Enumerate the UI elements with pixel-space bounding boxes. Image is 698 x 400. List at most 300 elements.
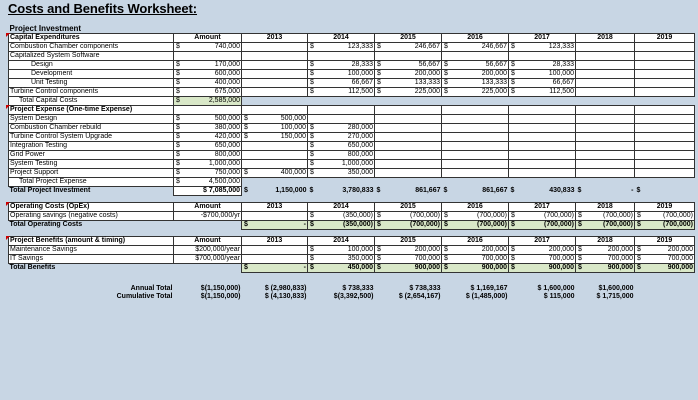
amount-cell[interactable] [174,70,242,79]
year-total-cell[interactable] [635,221,695,230]
year-value-cell[interactable] [442,88,509,97]
year-header-2016[interactable]: 2016 [442,34,509,43]
cumulative-total-amount[interactable]: $(1,150,000) [200,293,241,300]
empty-cell[interactable] [576,97,635,106]
year-value-cell[interactable] [442,255,509,264]
year-total-cell[interactable] [375,221,442,230]
year-value-cell[interactable] [375,115,442,124]
year-total-cell[interactable] [308,264,375,273]
year-value-cell[interactable] [308,246,375,255]
year-value-cell[interactable] [509,133,576,142]
year-header-2018[interactable]: 2018 [576,237,635,246]
empty-cell[interactable] [442,25,509,34]
year-value-cell[interactable] [442,246,509,255]
year-value-cell[interactable] [442,124,509,133]
empty-cell[interactable] [242,97,308,106]
year-value-cell[interactable] [442,43,509,52]
year-value-cell[interactable] [509,255,576,264]
year-value-cell[interactable] [308,133,375,142]
header-row [9,106,695,115]
year-value-cell[interactable] [442,61,509,70]
year-value-cell[interactable] [308,160,375,169]
amount-header[interactable]: Amount [174,34,242,43]
year-value-cell[interactable] [442,115,509,124]
section-row [9,25,695,34]
cumulative-total-year-value[interactable]: $ (2,654,167) [398,293,441,300]
year-value-cell[interactable] [635,61,695,70]
year-value-cell[interactable] [576,124,635,133]
currency-sign: $ [244,133,248,140]
amount-cell[interactable] [174,124,242,133]
year-value-cell[interactable] [509,212,576,221]
year-value-cell[interactable] [509,52,576,61]
cell-value: (700,000) [477,221,507,228]
annual-total-year-value[interactable]: $1,600,000 [598,285,634,292]
year-value-cell[interactable] [242,115,308,124]
row-label[interactable]: Design [9,61,174,70]
year-value-cell[interactable] [242,212,308,221]
year-value-cell[interactable] [576,133,635,142]
worksheet-title: Costs and Benefits Worksheet: [8,1,198,16]
amount-cell[interactable] [174,61,242,70]
total-row [9,221,695,230]
empty-cell[interactable] [242,25,308,34]
empty-cell[interactable] [375,106,442,115]
year-value-cell[interactable] [308,70,375,79]
year-value-cell[interactable] [576,212,635,221]
year-header-2013[interactable]: 2013 [242,203,308,212]
year-value-cell[interactable] [308,79,375,88]
year-value-cell[interactable] [509,79,576,88]
year-value-cell[interactable] [576,169,635,178]
cell-value: 3,780,833 [342,187,374,194]
year-value-cell[interactable] [242,61,308,70]
year-value-cell[interactable] [635,79,695,88]
currency-sign: $ [310,79,314,86]
year-value-cell[interactable] [242,88,308,97]
currency-sign: $ [176,70,180,77]
annual-total-year-value[interactable]: $ (2,980,833) [264,285,307,292]
year-total-cell[interactable] [442,264,509,273]
annual-total-year-value[interactable]: $ 1,600,000 [537,285,575,292]
year-value-cell[interactable] [576,70,635,79]
currency-sign: $ [377,255,381,262]
year-header-2018[interactable]: 2018 [576,203,635,212]
year-value-cell[interactable] [375,255,442,264]
year-value-cell[interactable] [242,79,308,88]
year-value-cell[interactable] [509,43,576,52]
year-value-cell[interactable] [375,246,442,255]
row-label[interactable]: Grid Power [9,151,174,160]
empty-cell[interactable] [174,221,242,230]
year-value-cell[interactable] [308,61,375,70]
year-value-cell[interactable] [576,142,635,151]
annual-total-year-value[interactable]: $ 738,333 [342,285,374,292]
spacer-row [9,230,695,237]
year-header-2013[interactable]: 2013 [242,34,308,43]
cumulative-total-label[interactable]: Cumulative Total [116,293,173,300]
section-header[interactable]: Operating Costs (OpEx) [9,203,174,212]
total-benefits-label[interactable]: Total Benefits [9,264,56,272]
annual-total-label[interactable]: Annual Total [130,285,173,292]
row-label[interactable]: System Testing [9,160,174,169]
year-value-cell[interactable] [442,70,509,79]
empty-cell[interactable] [308,97,375,106]
cumulative-total-year-value[interactable]: $ (1,485,000) [465,293,508,300]
currency-sign: $ [310,43,314,50]
cumulative-total-year-value[interactable]: $ 115,000 [543,293,575,300]
currency-sign: $ [637,212,641,219]
year-total-cell[interactable] [308,187,375,196]
empty-cell[interactable] [375,97,442,106]
row-label[interactable]: Operating savings (negative costs) [9,212,174,221]
year-value-cell[interactable] [242,133,308,142]
year-value-cell[interactable] [308,142,375,151]
amount-cell[interactable] [174,133,242,142]
year-value-cell[interactable] [308,169,375,178]
currency-sign: $ [176,133,180,140]
year-total-cell[interactable] [442,221,509,230]
year-value-cell[interactable] [375,160,442,169]
year-value-cell[interactable] [635,115,695,124]
year-value-cell[interactable] [509,61,576,70]
row-label[interactable]: Development [9,70,174,79]
empty-cell[interactable] [635,293,695,301]
year-total-cell[interactable] [635,264,695,273]
empty-cell[interactable] [375,178,442,187]
year-value-cell[interactable] [635,160,695,169]
currency-sign: $ [444,79,448,86]
year-value-cell[interactable] [308,255,375,264]
year-value-cell[interactable] [442,169,509,178]
section-header[interactable]: Capital Expenditures [9,34,174,43]
currency-sign: $ [443,186,448,194]
year-value-cell[interactable] [576,255,635,264]
year-value-cell[interactable] [308,212,375,221]
annual-total-year-value[interactable]: $ 738,333 [409,285,441,292]
year-header-2014[interactable]: 2014 [308,34,375,43]
year-value-cell[interactable] [635,212,695,221]
cell-value: 4,500,000 [208,178,240,185]
year-value-cell[interactable] [242,255,308,264]
year-total-cell[interactable] [509,221,576,230]
year-value-cell[interactable] [635,70,695,79]
cell-value: 28,333 [552,61,574,68]
cumulative-total-year-value[interactable]: $ 1,715,000 [596,293,634,300]
row-label[interactable]: Maintenance Savings [9,246,174,255]
year-value-cell[interactable] [509,169,576,178]
year-header-2019[interactable]: 2019 [635,237,695,246]
currency-sign: $ [444,70,448,77]
year-header-2013[interactable]: 2013 [242,237,308,246]
header-row [9,237,695,246]
empty-cell[interactable] [174,106,242,115]
section-header[interactable]: Project Benefits (amount & timing) [9,237,174,246]
year-header-2019[interactable]: 2019 [635,34,695,43]
year-value-cell[interactable] [308,115,375,124]
currency-sign: $ [244,115,248,122]
data-row [9,88,695,97]
empty-cell [635,196,695,203]
year-value-cell[interactable] [442,212,509,221]
empty-cell[interactable] [174,264,242,273]
currency-sign: $ [244,186,248,194]
empty-cell[interactable] [308,25,375,34]
currency-sign: $ [176,178,180,185]
empty-cell[interactable] [242,106,308,115]
amount-cell[interactable]: $200,000/year [174,246,242,255]
year-value-cell[interactable] [375,124,442,133]
year-header-2016[interactable]: 2016 [442,237,509,246]
year-value-cell[interactable] [509,151,576,160]
empty-cell [576,230,635,237]
year-header-2017[interactable]: 2017 [509,203,576,212]
year-value-cell[interactable] [242,246,308,255]
year-value-cell[interactable] [308,52,375,61]
year-header-2014[interactable]: 2014 [308,203,375,212]
row-label[interactable]: Combustion Chamber components [9,43,174,52]
total-capital-costs[interactable] [174,97,242,106]
year-header-2014[interactable]: 2014 [308,237,375,246]
year-value-cell[interactable] [242,70,308,79]
amount-cell[interactable]: $700,000/year [174,255,242,264]
year-total-cell[interactable] [576,221,635,230]
row-label[interactable]: System Design [9,115,174,124]
year-value-cell[interactable] [308,124,375,133]
year-value-cell[interactable] [375,133,442,142]
amount-cell[interactable] [174,115,242,124]
total-project-expense-label[interactable]: Total Project Expense [9,178,174,187]
empty-cell[interactable] [308,178,375,187]
year-total-cell[interactable] [442,187,509,196]
year-total-cell[interactable] [509,187,576,196]
year-value-cell[interactable] [635,246,695,255]
year-value-cell[interactable] [375,61,442,70]
year-value-cell[interactable] [242,52,308,61]
empty-cell[interactable] [576,106,635,115]
year-value-cell[interactable] [242,151,308,160]
year-value-cell[interactable] [442,160,509,169]
year-value-cell[interactable] [509,70,576,79]
year-total-cell[interactable] [375,264,442,273]
year-value-cell[interactable] [635,43,695,52]
year-value-cell[interactable] [509,124,576,133]
empty-cell[interactable] [375,25,442,34]
cell-value: 100,000 [347,70,373,77]
year-header-2016[interactable]: 2016 [442,203,509,212]
amount-cell[interactable] [174,79,242,88]
year-total-cell[interactable] [242,221,308,230]
year-value-cell[interactable] [308,43,375,52]
cumulative-total-year-value[interactable]: $(3,392,500) [333,293,374,300]
section-header[interactable]: Project Expense (One-time Expense) [9,106,174,115]
year-value-cell[interactable] [635,133,695,142]
currency-sign: $ [310,246,314,253]
year-value-cell[interactable] [635,151,695,160]
year-total-cell[interactable] [576,264,635,273]
annual-total-year-value[interactable]: $ 1,169,167 [470,285,508,292]
empty-cell [442,196,509,203]
empty-cell[interactable] [635,97,695,106]
cell-value: 900,000 [481,264,507,271]
year-value-cell[interactable] [509,160,576,169]
year-total-cell[interactable] [576,187,635,196]
year-value-cell[interactable] [635,52,695,61]
empty-cell[interactable] [442,178,509,187]
year-value-cell[interactable] [375,142,442,151]
cell-value: (700,000) [663,221,693,228]
year-header-2015[interactable]: 2015 [375,203,442,212]
year-value-cell[interactable] [635,124,695,133]
amount-header[interactable]: Amount [174,203,242,212]
year-total-cell[interactable] [308,221,375,230]
empty-cell[interactable] [635,285,695,293]
empty-cell[interactable] [442,106,509,115]
year-value-cell[interactable] [635,255,695,264]
empty-cell [375,196,442,203]
year-value-cell[interactable] [509,142,576,151]
total-project-investment-label[interactable]: Total Project Investment [9,187,91,195]
cell-value: (700,000) [410,221,440,228]
year-header-2019[interactable]: 2019 [635,203,695,212]
year-value-cell[interactable] [576,115,635,124]
year-value-cell[interactable] [375,70,442,79]
empty-cell[interactable] [442,97,509,106]
cumulative-total-row [9,293,695,301]
year-value-cell[interactable] [635,169,695,178]
cell-value: 56,667 [418,61,440,68]
cell-value: 861,667 [482,187,508,194]
amount-cell[interactable] [174,160,242,169]
row-label[interactable]: Integration Testing [9,142,174,151]
empty-cell[interactable] [635,25,695,34]
empty-cell [308,230,375,237]
row-label[interactable]: Turbine Control System Upgrade [9,133,174,142]
year-header-2015[interactable]: 2015 [375,237,442,246]
empty-cell[interactable] [242,178,308,187]
year-value-cell[interactable] [242,43,308,52]
year-value-cell[interactable] [576,160,635,169]
total-capital-costs-label[interactable]: Total Capital Costs [9,97,174,106]
amount-header[interactable]: Amount [174,237,242,246]
cell-value: 740,000 [214,43,240,50]
year-value-cell[interactable] [576,246,635,255]
cell-value: (700,000) [544,221,574,228]
year-value-cell[interactable] [576,43,635,52]
amount-cell[interactable] [174,169,242,178]
currency-sign: $ [510,186,515,194]
year-value-cell[interactable] [375,88,442,97]
total-project-investment[interactable]: $ 7,085,000 [174,187,242,196]
data-row [9,52,695,61]
empty-cell[interactable] [308,106,375,115]
year-value-cell[interactable] [308,151,375,160]
row-label[interactable]: Project Support [9,169,174,178]
cell-value: 200,000 [414,70,440,77]
year-header-2015[interactable]: 2015 [375,34,442,43]
row-label[interactable]: Unit Testing [9,79,174,88]
year-value-cell[interactable] [576,52,635,61]
year-value-cell[interactable] [442,151,509,160]
empty-cell[interactable] [635,106,695,115]
amount-cell[interactable] [174,52,242,61]
year-value-cell[interactable] [242,124,308,133]
year-total-cell[interactable] [375,187,442,196]
year-value-cell[interactable] [509,115,576,124]
empty-cell[interactable] [174,25,242,34]
empty-cell[interactable] [509,25,576,34]
year-header-2018[interactable]: 2018 [576,34,635,43]
currency-sign: $ [310,212,314,219]
empty-cell[interactable] [509,106,576,115]
currency-sign: $ [376,186,381,194]
year-value-cell[interactable] [576,151,635,160]
amount-cell[interactable] [174,43,242,52]
year-value-cell[interactable] [442,133,509,142]
year-value-cell[interactable] [375,43,442,52]
total-operating-costs-label[interactable]: Total Operating Costs [9,221,83,229]
data-row [9,43,695,52]
row-label[interactable]: Capitalized System Software [9,52,174,61]
year-value-cell[interactable] [242,160,308,169]
amount-cell[interactable] [174,151,242,160]
year-value-cell[interactable] [442,52,509,61]
year-value-cell[interactable] [576,79,635,88]
row-label[interactable]: Combustion Chamber rebuild [9,124,174,133]
year-value-cell[interactable] [308,88,375,97]
year-value-cell[interactable] [442,79,509,88]
empty-cell[interactable] [509,178,576,187]
year-total-cell[interactable] [242,264,308,273]
year-header-2017[interactable]: 2017 [509,34,576,43]
total-project-expense[interactable] [174,178,242,187]
year-value-cell[interactable] [375,169,442,178]
year-value-cell[interactable] [375,52,442,61]
row-label[interactable]: Turbine Control components [9,88,174,97]
empty-cell[interactable] [576,178,635,187]
year-total-cell[interactable] [242,187,308,196]
year-value-cell[interactable] [242,169,308,178]
year-value-cell[interactable] [635,142,695,151]
cumulative-total-year-value[interactable]: $ (4,130,833) [264,293,307,300]
currency-sign: $ [377,88,381,95]
empty-cell[interactable] [635,178,695,187]
year-value-cell[interactable] [509,88,576,97]
amount-cell[interactable] [174,88,242,97]
empty-cell[interactable] [509,97,576,106]
year-value-cell[interactable] [635,88,695,97]
year-value-cell[interactable] [442,142,509,151]
section-label-project-investment[interactable]: Project Investment [9,24,82,33]
year-value-cell[interactable] [509,246,576,255]
cell-value: 420,000 [214,133,240,140]
amount-cell[interactable]: -$700,000/yr [174,212,242,221]
empty-cell[interactable] [576,25,635,34]
year-total-cell[interactable] [509,264,576,273]
year-value-cell[interactable] [576,88,635,97]
year-header-2017[interactable]: 2017 [509,237,576,246]
year-value-cell[interactable] [375,79,442,88]
cell-value: 700,000 [607,255,633,262]
year-total-cell[interactable] [635,187,695,196]
year-value-cell[interactable] [242,142,308,151]
year-value-cell[interactable] [576,61,635,70]
row-label[interactable]: IT Savings [9,255,174,264]
annual-total-amount[interactable]: $(1,150,000) [200,285,241,292]
year-value-cell[interactable] [375,212,442,221]
year-value-cell[interactable] [375,151,442,160]
amount-cell[interactable] [174,142,242,151]
